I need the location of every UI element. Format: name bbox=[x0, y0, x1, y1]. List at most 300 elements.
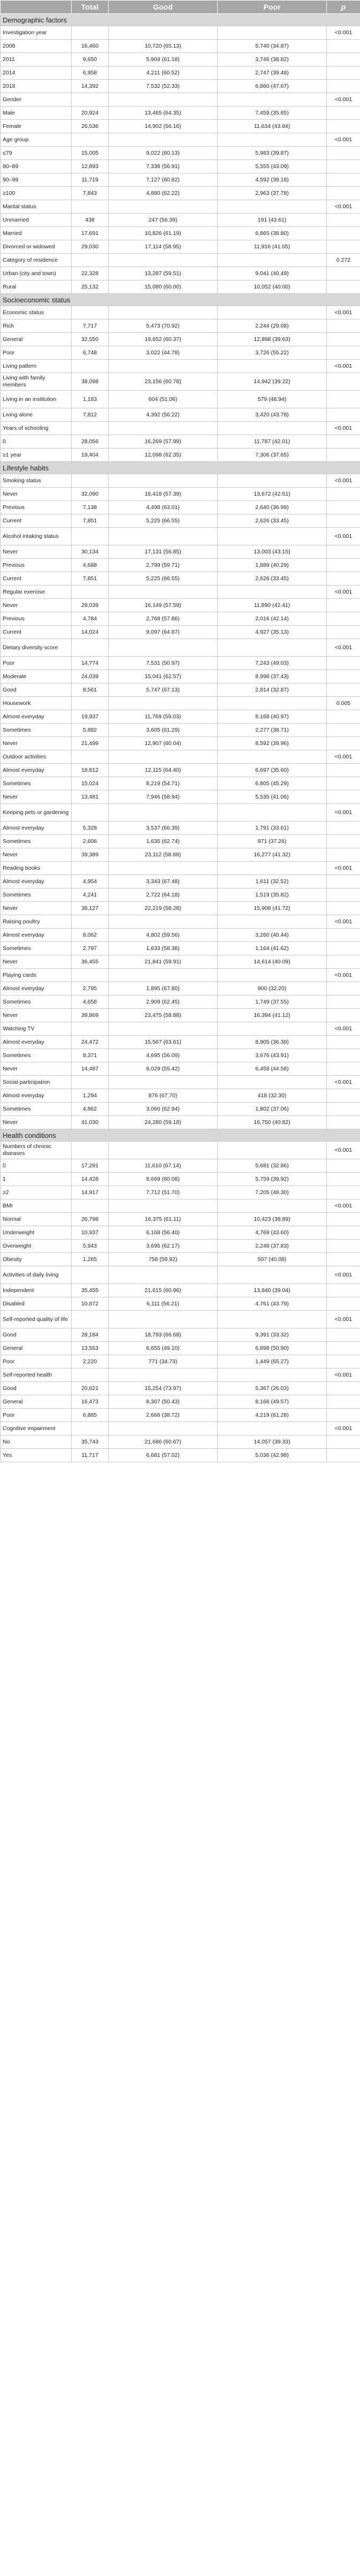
good-cell: 18,793 (66.68) bbox=[109, 1328, 218, 1342]
poor-cell: 15,908 (41.72) bbox=[218, 902, 327, 915]
poor-cell: 7,205 (48.30) bbox=[218, 1186, 327, 1199]
good-cell: 15,254 (73.97) bbox=[109, 1382, 218, 1395]
poor-cell: 13,003 (43.15) bbox=[218, 545, 327, 559]
row-label: General bbox=[1, 333, 72, 346]
p-value-cell bbox=[327, 120, 360, 133]
p-value-cell bbox=[327, 1159, 360, 1173]
row-label: Sometimes bbox=[1, 888, 72, 902]
good-cell: 7,127 (60.82) bbox=[109, 173, 218, 187]
poor-cell: 6,860 (47.67) bbox=[218, 80, 327, 93]
level-row bbox=[1, 1297, 360, 1311]
good-cell bbox=[109, 306, 218, 320]
row-label: Never bbox=[1, 545, 72, 559]
row-label: Never bbox=[1, 599, 72, 612]
good-cell: 247 (56.39) bbox=[109, 214, 218, 227]
section-header bbox=[1, 294, 360, 306]
p-value-cell bbox=[327, 657, 360, 670]
good-cell bbox=[109, 200, 218, 214]
row-label: ≥2 bbox=[1, 1186, 72, 1199]
poor-cell: 1,889 (40.29) bbox=[218, 559, 327, 572]
poor-cell bbox=[218, 1142, 327, 1159]
level-row bbox=[1, 227, 360, 240]
p-value-cell bbox=[327, 1435, 360, 1449]
level-row bbox=[1, 1173, 360, 1186]
section-header bbox=[1, 462, 360, 474]
good-cell: 6,168 (56.40) bbox=[109, 1226, 218, 1240]
row-label: Outdoor activities bbox=[1, 750, 72, 764]
good-cell: 15,567 (63.61) bbox=[109, 1036, 218, 1049]
row-label: BMI bbox=[1, 1199, 72, 1213]
good-cell: 7,531 (50.97) bbox=[109, 657, 218, 670]
total-cell bbox=[72, 586, 109, 599]
poor-cell: 14,942 (39.22) bbox=[218, 373, 327, 391]
total-cell: 13,481 bbox=[72, 791, 109, 804]
poor-cell: 5,983 (39.87) bbox=[218, 147, 327, 160]
total-cell: 15,005 bbox=[72, 147, 109, 160]
level-row bbox=[1, 147, 360, 160]
p-value-cell: <0.001 bbox=[327, 1142, 360, 1159]
total-cell bbox=[72, 750, 109, 764]
row-label: Watching TV bbox=[1, 1022, 72, 1036]
good-cell: 9,097 (64.87) bbox=[109, 626, 218, 639]
level-row bbox=[1, 710, 360, 724]
poor-cell: 3,420 (43.78) bbox=[218, 408, 327, 422]
row-label: Good bbox=[1, 683, 72, 697]
total-cell: 38,098 bbox=[72, 373, 109, 391]
row-label: Unmarried bbox=[1, 214, 72, 227]
total-cell: 16,460 bbox=[72, 40, 109, 53]
p-value-cell bbox=[327, 346, 360, 360]
poor-cell: 8,592 (39.96) bbox=[218, 737, 327, 750]
row-label: Divorced or widowed bbox=[1, 240, 72, 254]
variable-row bbox=[1, 1266, 360, 1284]
level-row bbox=[1, 848, 360, 862]
good-cell: 3,605 (61.29) bbox=[109, 724, 218, 737]
poor-cell: 16,277 (41.32) bbox=[218, 848, 327, 862]
p-value-cell bbox=[327, 187, 360, 200]
total-cell: 36,455 bbox=[72, 955, 109, 969]
row-label: General bbox=[1, 1342, 72, 1355]
poor-cell bbox=[218, 1369, 327, 1382]
level-row bbox=[1, 777, 360, 791]
good-cell: 4,880 (62.22) bbox=[109, 187, 218, 200]
good-cell: 16,149 (57.59) bbox=[109, 599, 218, 612]
poor-cell: 2,016 (42.14) bbox=[218, 612, 327, 626]
good-cell: 6,655 (49.10) bbox=[109, 1342, 218, 1355]
level-row bbox=[1, 737, 360, 750]
good-cell: 5,473 (70.92) bbox=[109, 320, 218, 333]
poor-cell: 11,916 (41.05) bbox=[218, 240, 327, 254]
good-cell bbox=[109, 969, 218, 982]
good-cell: 8,669 (60.08) bbox=[109, 1173, 218, 1186]
row-label: Almost everyday bbox=[1, 929, 72, 942]
row-label: General bbox=[1, 1395, 72, 1409]
row-label: 2018 bbox=[1, 80, 72, 93]
row-label: Current bbox=[1, 514, 72, 528]
level-row bbox=[1, 545, 360, 559]
row-label: Almost everyday bbox=[1, 822, 72, 835]
row-label: Reading books bbox=[1, 862, 72, 875]
total-cell: 4,954 bbox=[72, 875, 109, 888]
row-label: ≥100 bbox=[1, 187, 72, 200]
good-cell bbox=[109, 639, 218, 657]
good-cell bbox=[109, 1142, 218, 1159]
good-cell: 24,280 (59.18) bbox=[109, 1116, 218, 1129]
variable-row bbox=[1, 804, 360, 822]
row-label: Sometimes bbox=[1, 1049, 72, 1062]
row-label: Sometimes bbox=[1, 835, 72, 848]
poor-cell bbox=[218, 1076, 327, 1089]
row-label: Alcohol intaking status bbox=[1, 528, 72, 545]
p-value-cell bbox=[327, 107, 360, 120]
p-value-cell: <0.001 bbox=[327, 528, 360, 545]
section-title: Lifestyle habits bbox=[1, 462, 360, 474]
row-label: Normal bbox=[1, 1213, 72, 1226]
good-cell bbox=[109, 26, 218, 40]
total-cell: 38,127 bbox=[72, 902, 109, 915]
total-cell: 14,774 bbox=[72, 657, 109, 670]
level-row bbox=[1, 408, 360, 422]
total-cell: 25,132 bbox=[72, 280, 109, 294]
variable-row bbox=[1, 1199, 360, 1213]
good-cell: 23,112 (58.68) bbox=[109, 848, 218, 862]
good-cell: 3,060 (62.94) bbox=[109, 1103, 218, 1116]
row-label: Sometimes bbox=[1, 996, 72, 1009]
good-cell bbox=[109, 93, 218, 107]
p-value-cell bbox=[327, 1297, 360, 1311]
poor-cell: 3,746 (38.82) bbox=[218, 53, 327, 66]
p-value-cell bbox=[327, 227, 360, 240]
total-cell: 6,748 bbox=[72, 346, 109, 360]
good-cell bbox=[109, 697, 218, 710]
poor-cell bbox=[218, 254, 327, 267]
poor-cell bbox=[218, 1266, 327, 1284]
poor-cell: 6,898 (50.90) bbox=[218, 1342, 327, 1355]
header-total: Total bbox=[72, 1, 109, 14]
total-cell: 14,487 bbox=[72, 1062, 109, 1076]
p-value-cell: <0.001 bbox=[327, 1311, 360, 1328]
good-cell: 14,902 (56.16) bbox=[109, 120, 218, 133]
poor-cell bbox=[218, 93, 327, 107]
poor-cell: 14,614 (40.09) bbox=[218, 955, 327, 969]
total-cell bbox=[72, 422, 109, 435]
row-label: Disabled bbox=[1, 1297, 72, 1311]
total-cell: 5,943 bbox=[72, 1240, 109, 1253]
good-cell: 5,904 (61.18) bbox=[109, 53, 218, 66]
row-label: Never bbox=[1, 902, 72, 915]
total-cell: 22,328 bbox=[72, 267, 109, 280]
variable-row bbox=[1, 528, 360, 545]
poor-cell: 2,248 (37.83) bbox=[218, 1240, 327, 1253]
p-value-cell: <0.001 bbox=[327, 1076, 360, 1089]
total-cell: 13,553 bbox=[72, 1342, 109, 1355]
total-cell: 7,138 bbox=[72, 501, 109, 514]
good-cell: 12,907 (60.04) bbox=[109, 737, 218, 750]
total-cell: 2,606 bbox=[72, 835, 109, 848]
row-label: Obesity bbox=[1, 1253, 72, 1266]
good-cell: 12,098 (62.35) bbox=[109, 449, 218, 462]
total-cell: 5,328 bbox=[72, 822, 109, 835]
total-cell: 20,621 bbox=[72, 1382, 109, 1395]
row-label: Self-reported health bbox=[1, 1369, 72, 1382]
row-label: Almost everyday bbox=[1, 1036, 72, 1049]
total-cell bbox=[72, 306, 109, 320]
row-label: 1 bbox=[1, 1173, 72, 1186]
poor-cell bbox=[218, 750, 327, 764]
poor-cell: 8,166 (49.57) bbox=[218, 1395, 327, 1409]
p-value-cell bbox=[327, 449, 360, 462]
total-cell: 4,688 bbox=[72, 559, 109, 572]
row-label: Category of residence bbox=[1, 254, 72, 267]
p-value-cell bbox=[327, 1213, 360, 1226]
p-value-cell: <0.001 bbox=[327, 474, 360, 488]
good-cell: 2,909 (62.45) bbox=[109, 996, 218, 1009]
total-cell: 438 bbox=[72, 214, 109, 227]
variable-row bbox=[1, 133, 360, 147]
poor-cell bbox=[218, 422, 327, 435]
poor-cell bbox=[218, 639, 327, 657]
total-cell: 4,862 bbox=[72, 1103, 109, 1116]
table-header bbox=[1, 1, 360, 14]
p-value-cell bbox=[327, 670, 360, 683]
good-cell bbox=[109, 915, 218, 929]
poor-cell: 14,057 (39.33) bbox=[218, 1435, 327, 1449]
poor-cell: 13,840 (39.04) bbox=[218, 1284, 327, 1297]
poor-cell: 1,611 (32.52) bbox=[218, 875, 327, 888]
good-cell bbox=[109, 254, 218, 267]
row-label: 0 bbox=[1, 435, 72, 449]
variable-row bbox=[1, 1022, 360, 1036]
row-label: Sometimes bbox=[1, 1103, 72, 1116]
poor-cell bbox=[218, 1199, 327, 1213]
good-cell: 758 (59.92) bbox=[109, 1253, 218, 1266]
poor-cell: 2,640 (36.99) bbox=[218, 501, 327, 514]
total-cell: 35,455 bbox=[72, 1284, 109, 1297]
p-value-cell bbox=[327, 559, 360, 572]
level-row bbox=[1, 333, 360, 346]
poor-cell: 1,791 (33.61) bbox=[218, 822, 327, 835]
total-cell bbox=[72, 697, 109, 710]
p-value-cell bbox=[327, 724, 360, 737]
poor-cell: 2,626 (33.45) bbox=[218, 572, 327, 586]
row-label: Smoking status bbox=[1, 474, 72, 488]
level-row bbox=[1, 1009, 360, 1022]
total-cell bbox=[72, 528, 109, 545]
good-cell: 8,219 (54.71) bbox=[109, 777, 218, 791]
variable-row bbox=[1, 586, 360, 599]
level-row bbox=[1, 1395, 360, 1409]
level-row bbox=[1, 1226, 360, 1240]
p-value-cell bbox=[327, 267, 360, 280]
poor-cell: 418 (32.30) bbox=[218, 1089, 327, 1103]
variable-row bbox=[1, 1142, 360, 1159]
p-value-cell bbox=[327, 929, 360, 942]
total-cell: 15,024 bbox=[72, 777, 109, 791]
good-cell: 12,115 (64.40) bbox=[109, 764, 218, 777]
row-label: Rural bbox=[1, 280, 72, 294]
p-value-cell: 0.272 bbox=[327, 254, 360, 267]
p-value-cell bbox=[327, 1226, 360, 1240]
poor-cell bbox=[218, 528, 327, 545]
good-cell: 2,768 (57.86) bbox=[109, 612, 218, 626]
total-cell: 6,958 bbox=[72, 66, 109, 80]
p-value-cell bbox=[327, 545, 360, 559]
total-cell bbox=[72, 254, 109, 267]
p-value-cell bbox=[327, 280, 360, 294]
good-cell: 13,465 (64.35) bbox=[109, 107, 218, 120]
row-label: Living in an institution bbox=[1, 391, 72, 408]
good-cell: 4,498 (63.01) bbox=[109, 501, 218, 514]
level-row bbox=[1, 53, 360, 66]
total-cell bbox=[72, 862, 109, 875]
total-cell: 35,743 bbox=[72, 1435, 109, 1449]
variable-row bbox=[1, 306, 360, 320]
row-label: Cognitive impairment bbox=[1, 1422, 72, 1435]
total-cell: 7,851 bbox=[72, 514, 109, 528]
level-row bbox=[1, 982, 360, 996]
p-value-cell bbox=[327, 1103, 360, 1116]
row-label: Living pattern bbox=[1, 360, 72, 373]
row-label: Living alone bbox=[1, 408, 72, 422]
p-value-cell bbox=[327, 1062, 360, 1076]
level-row bbox=[1, 501, 360, 514]
good-cell: 21,841 (59.91) bbox=[109, 955, 218, 969]
good-cell bbox=[109, 1022, 218, 1036]
good-cell: 2,722 (64.18) bbox=[109, 888, 218, 902]
section-header bbox=[1, 1129, 360, 1142]
poor-cell: 5,740 (34.87) bbox=[218, 40, 327, 53]
good-cell: 23,156 (60.78) bbox=[109, 373, 218, 391]
level-row bbox=[1, 1253, 360, 1266]
row-label: Never bbox=[1, 488, 72, 501]
level-row bbox=[1, 835, 360, 848]
level-row bbox=[1, 435, 360, 449]
level-row bbox=[1, 280, 360, 294]
level-row bbox=[1, 1089, 360, 1103]
poor-cell: 900 (32.20) bbox=[218, 982, 327, 996]
total-cell: 7,812 bbox=[72, 408, 109, 422]
level-row bbox=[1, 996, 360, 1009]
good-cell: 771 (34.73) bbox=[109, 1355, 218, 1369]
p-value-cell: <0.001 bbox=[327, 750, 360, 764]
total-cell: 39,389 bbox=[72, 848, 109, 862]
total-cell: 32,090 bbox=[72, 488, 109, 501]
total-cell bbox=[72, 93, 109, 107]
p-value-cell bbox=[327, 408, 360, 422]
row-label: Housework bbox=[1, 697, 72, 710]
p-value-cell: <0.001 bbox=[327, 1199, 360, 1213]
good-cell: 876 (67.70) bbox=[109, 1089, 218, 1103]
row-label: Gender bbox=[1, 93, 72, 107]
total-cell: 30,134 bbox=[72, 545, 109, 559]
total-cell: 28,039 bbox=[72, 599, 109, 612]
good-cell: 6,681 (57.02) bbox=[109, 1449, 218, 1462]
variable-row bbox=[1, 474, 360, 488]
good-cell: 2,666 (38.72) bbox=[109, 1409, 218, 1422]
good-cell bbox=[109, 750, 218, 764]
good-cell bbox=[109, 474, 218, 488]
total-cell bbox=[72, 1369, 109, 1382]
level-row bbox=[1, 1342, 360, 1355]
level-row bbox=[1, 902, 360, 915]
poor-cell bbox=[218, 26, 327, 40]
variable-row bbox=[1, 1369, 360, 1382]
good-cell: 7,946 (58.94) bbox=[109, 791, 218, 804]
poor-cell: 8,998 (37.43) bbox=[218, 670, 327, 683]
total-cell: 17,691 bbox=[72, 227, 109, 240]
good-cell: 16,269 (57.99) bbox=[109, 435, 218, 449]
p-value-cell: <0.001 bbox=[327, 1022, 360, 1036]
poor-cell: 16,394 (41.12) bbox=[218, 1009, 327, 1022]
p-value-cell bbox=[327, 599, 360, 612]
row-label: Never bbox=[1, 1116, 72, 1129]
variable-row bbox=[1, 93, 360, 107]
level-row bbox=[1, 955, 360, 969]
p-value-cell bbox=[327, 683, 360, 697]
good-cell: 10,720 (65.13) bbox=[109, 40, 218, 53]
p-value-cell bbox=[327, 1409, 360, 1422]
poor-cell: 6,697 (35.60) bbox=[218, 764, 327, 777]
poor-cell: 9,391 (33.32) bbox=[218, 1328, 327, 1342]
level-row bbox=[1, 1036, 360, 1049]
level-row bbox=[1, 657, 360, 670]
poor-cell: 5,681 (32.86) bbox=[218, 1159, 327, 1173]
level-row bbox=[1, 612, 360, 626]
good-cell: 3,537 (66.39) bbox=[109, 822, 218, 835]
row-label: 0 bbox=[1, 1159, 72, 1173]
row-label: Overweight bbox=[1, 1240, 72, 1253]
p-value-cell bbox=[327, 1049, 360, 1062]
row-label: Sometimes bbox=[1, 724, 72, 737]
p-value-cell bbox=[327, 514, 360, 528]
total-cell: 11,717 bbox=[72, 1449, 109, 1462]
row-label: Good bbox=[1, 1382, 72, 1395]
poor-cell: 2,747 (39.48) bbox=[218, 66, 327, 80]
good-cell: 19,652 (60.37) bbox=[109, 333, 218, 346]
variable-row bbox=[1, 1422, 360, 1435]
row-label: No bbox=[1, 1435, 72, 1449]
header-poor: Poor bbox=[218, 1, 327, 14]
level-row bbox=[1, 187, 360, 200]
variable-row bbox=[1, 200, 360, 214]
p-value-cell bbox=[327, 40, 360, 53]
row-label: Never bbox=[1, 737, 72, 750]
poor-cell: 11,634 (43.84) bbox=[218, 120, 327, 133]
total-cell: 39,869 bbox=[72, 1009, 109, 1022]
variable-row bbox=[1, 639, 360, 657]
p-value-cell bbox=[327, 1382, 360, 1395]
poor-cell: 11,787 (42.01) bbox=[218, 435, 327, 449]
poor-cell: 7,459 (35.65) bbox=[218, 107, 327, 120]
p-value-cell bbox=[327, 391, 360, 408]
level-row bbox=[1, 1435, 360, 1449]
p-value-cell bbox=[327, 955, 360, 969]
p-value-cell: 0.005 bbox=[327, 697, 360, 710]
variable-row bbox=[1, 969, 360, 982]
p-value-cell bbox=[327, 848, 360, 862]
good-cell: 4,802 (59.56) bbox=[109, 929, 218, 942]
good-cell bbox=[109, 586, 218, 599]
row-label: Previous bbox=[1, 501, 72, 514]
poor-cell bbox=[218, 804, 327, 822]
poor-cell: 3,726 (55.22) bbox=[218, 346, 327, 360]
table-body bbox=[1, 14, 360, 1462]
level-row bbox=[1, 267, 360, 280]
row-label: Current bbox=[1, 572, 72, 586]
row-label: Raising poultry bbox=[1, 915, 72, 929]
row-label: Almost everyday bbox=[1, 1089, 72, 1103]
level-row bbox=[1, 683, 360, 697]
